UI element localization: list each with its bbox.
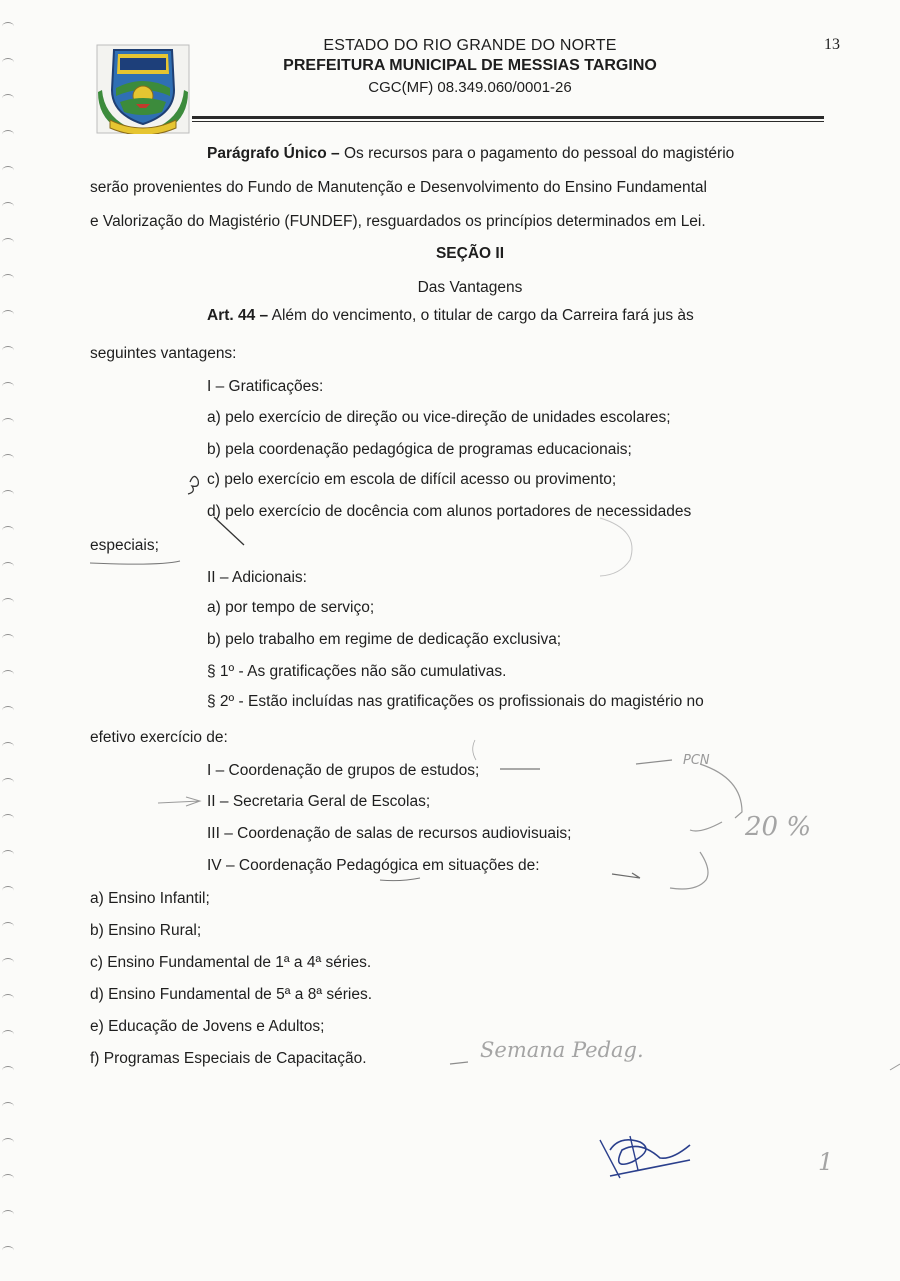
art44-text1: Além do vencimento, o titular de cargo da Carreira fará jus às xyxy=(271,307,694,324)
adicional-a: a) por tempo de serviço; xyxy=(207,599,375,616)
exercicio-iv: IV – Coordenação Pedagógica em situações de: xyxy=(207,857,540,874)
gratificacao-d2: especiais; xyxy=(90,537,159,554)
situacao-b: b) Ensino Rural; xyxy=(90,922,202,939)
adicionais-title: II – Adicionais: xyxy=(207,569,307,586)
handwritten-percent: 20 % xyxy=(745,812,812,842)
gratificacao-d1: d) pelo exercício de docência com alunos portadores de necessidades xyxy=(207,503,692,520)
situacao-d: d) Ensino Fundamental de 5ª a 8ª séries. xyxy=(90,986,373,1003)
paragrafo-unico-label: Parágrafo Único – xyxy=(207,145,340,162)
page-number: 13 xyxy=(824,36,840,53)
paragrafo-2-line2: efetivo exercício de: xyxy=(90,729,228,746)
header-state: ESTADO DO RIO GRANDE DO NORTE xyxy=(323,37,617,54)
handwritten-page-mark: 1 xyxy=(818,1148,834,1176)
handwritten-semana: Semana Pedag. xyxy=(480,1038,644,1062)
header-cgc: CGC(MF) 08.349.060/0001-26 xyxy=(368,79,572,96)
gratificacoes-title: I – Gratificações: xyxy=(207,378,324,395)
art44-line2: seguintes vantagens: xyxy=(90,345,237,362)
gratificacao-b: b) pela coordenação pedagógica de programas educacionais; xyxy=(207,441,632,458)
adicional-b: b) pelo trabalho em regime de dedicação exclusiva; xyxy=(207,631,562,648)
paragrafo-unico-text1: Os recursos para o pagamento do pessoal do magistério xyxy=(343,145,735,162)
paragrafo-unico-line2: serão provenientes do Fundo de Manutenção e Desenvolvimento do Ensino Fundamental xyxy=(90,179,707,196)
situacao-c: c) Ensino Fundamental de 1ª a 4ª séries. xyxy=(90,954,372,971)
art44-label: Art. 44 – xyxy=(207,307,269,324)
exercicio-i: I – Coordenação de grupos de estudos; xyxy=(207,762,480,779)
exercicio-iii: III – Coordenação de salas de recursos audiovisuais; xyxy=(207,825,572,842)
header-prefeitura: PREFEITURA MUNICIPAL DE MESSIAS TARGINO xyxy=(283,57,657,74)
situacao-f: f) Programas Especiais de Capacitação. xyxy=(90,1050,367,1067)
secao-subtitle: Das Vantagens xyxy=(417,279,523,296)
situacao-e: e) Educação de Jovens e Adultos; xyxy=(90,1018,325,1035)
paragrafo-1: § 1º - As gratificações não são cumulativas. xyxy=(207,663,507,680)
gratificacao-a: a) pelo exercício de direção ou vice-direção de unidades escolares; xyxy=(207,409,671,426)
paragrafo-unico-line3: e Valorização do Magistério (FUNDEF), resguardados os princípios determinados em Lei. xyxy=(90,213,706,230)
situacao-a: a) Ensino Infantil; xyxy=(90,890,210,907)
handwritten-pcn: PCN xyxy=(683,753,710,768)
exercicio-ii: II – Secretaria Geral de Escolas; xyxy=(207,793,431,810)
gratificacao-c: c) pelo exercício em escola de difícil acesso ou provimento; xyxy=(207,471,617,488)
secao-title: SEÇÃO II xyxy=(435,245,505,262)
paragrafo-2-line1: § 2º - Estão incluídas nas gratificações os profissionais do magistério no xyxy=(207,693,704,710)
